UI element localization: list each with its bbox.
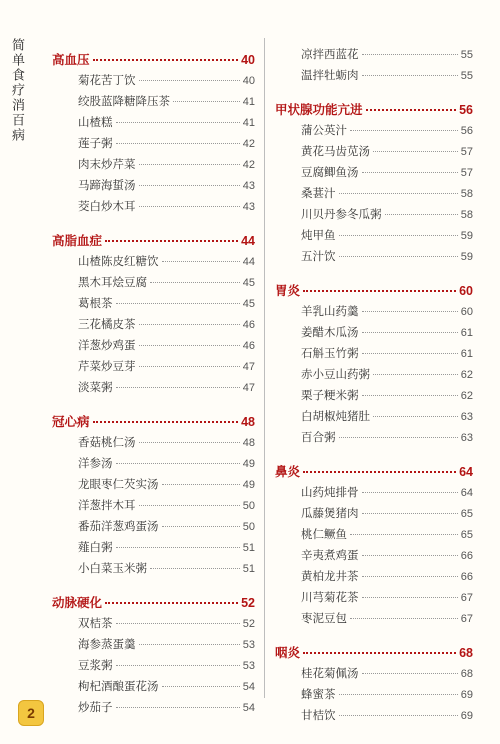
toc-section-heading[interactable]	[275, 643, 473, 665]
entry-title: 枸杞酒酿蛋花汤	[78, 679, 159, 693]
entry-title: 辛夷煮鸡蛋	[301, 548, 359, 562]
page-ref: 68	[459, 646, 473, 660]
toc-entry[interactable]	[52, 135, 255, 156]
dot-leader	[139, 324, 240, 325]
toc-entry[interactable]	[275, 46, 473, 67]
entry-title: 山药炖排骨	[301, 485, 359, 499]
page-ref: 58	[460, 188, 473, 200]
page-ref: 42	[242, 159, 255, 171]
section-gap	[275, 88, 473, 96]
dot-leader	[173, 101, 240, 102]
toc-entry[interactable]	[52, 476, 255, 497]
page-ref: 45	[242, 298, 255, 310]
section-title: 动脉硬化	[52, 595, 103, 610]
toc-entry[interactable]	[52, 434, 255, 455]
page-ref: 43	[242, 180, 255, 192]
toc-entry[interactable]	[52, 114, 255, 135]
page-ref: 67	[460, 613, 473, 625]
entry-title: 绞股蓝降糖降压茶	[78, 94, 170, 108]
toc-entry[interactable]	[52, 636, 255, 657]
dot-leader	[362, 332, 458, 333]
entry-title: 百合粥	[301, 430, 336, 444]
page-ref: 59	[460, 251, 473, 263]
dot-leader	[362, 395, 458, 396]
page-ref: 57	[460, 167, 473, 179]
toc-entry[interactable]	[52, 379, 255, 400]
dot-leader	[373, 374, 458, 375]
section-gap	[52, 219, 255, 227]
page-ref: 44	[241, 234, 255, 248]
toc-entry[interactable]	[275, 686, 473, 707]
toc-entry[interactable]	[52, 316, 255, 337]
page-ref: 61	[460, 348, 473, 360]
entry-title: 桑葚汁	[301, 186, 336, 200]
dot-leader	[116, 303, 240, 304]
page-ref: 46	[242, 340, 255, 352]
dot-leader	[116, 623, 240, 624]
entry-title: 石斛玉竹粥	[301, 346, 359, 360]
entry-title: 炖甲鱼	[301, 228, 336, 242]
entry-title: 双桔茶	[78, 616, 113, 630]
entry-title: 川芎菊花茶	[301, 590, 359, 604]
dot-leader	[362, 311, 458, 312]
section-gap	[275, 631, 473, 639]
page-ref: 56	[460, 125, 473, 137]
page-ref: 47	[242, 361, 255, 373]
section-title: 冠心病	[52, 414, 90, 429]
page-ref: 64	[460, 487, 473, 499]
toc-entry[interactable]	[275, 122, 473, 143]
dot-leader	[362, 353, 458, 354]
page-ref: 62	[460, 369, 473, 381]
entry-title: 茭白炒木耳	[78, 199, 136, 213]
entry-title: 川贝丹参冬瓜粥	[301, 207, 382, 221]
toc-entry[interactable]	[275, 67, 473, 88]
dot-leader	[362, 555, 458, 556]
entry-title: 马蹄海蜇汤	[78, 178, 136, 192]
dot-leader	[366, 109, 457, 111]
dot-leader	[339, 193, 458, 194]
dot-leader	[105, 240, 238, 242]
toc-entry[interactable]	[275, 547, 473, 568]
toc-entry[interactable]	[275, 387, 473, 408]
page-ref: 65	[460, 508, 473, 520]
entry-title: 芹菜炒豆芽	[78, 359, 136, 373]
entry-title: 桂花菊佩汤	[301, 666, 359, 680]
toc-entry[interactable]	[275, 484, 473, 505]
entry-title: 莲子粥	[78, 136, 113, 150]
dot-leader	[93, 59, 239, 61]
entry-title: 姜醋木瓜汤	[301, 325, 359, 339]
section-gap	[52, 400, 255, 408]
toc-entry[interactable]	[275, 143, 473, 164]
toc-entry[interactable]	[52, 678, 255, 699]
entry-title: 洋葱炒鸡蛋	[78, 338, 136, 352]
section-title: 咽炎	[275, 645, 301, 660]
toc-entry[interactable]	[52, 539, 255, 560]
toc-entry[interactable]	[275, 324, 473, 345]
page-ref: 44	[242, 256, 255, 268]
section-title: 胃炎	[275, 283, 301, 298]
toc-entry[interactable]	[275, 526, 473, 547]
dot-leader	[339, 694, 458, 695]
page-ref: 48	[242, 437, 255, 449]
entry-title: 白胡椒炖猪肚	[301, 409, 370, 423]
toc-entry[interactable]	[52, 295, 255, 316]
page-ref: 64	[459, 465, 473, 479]
dot-leader	[362, 172, 458, 173]
toc-entry[interactable]	[52, 455, 255, 476]
page-ref: 50	[242, 521, 255, 533]
page-ref: 61	[460, 327, 473, 339]
page-ref: 41	[242, 96, 255, 108]
page-ref: 69	[460, 710, 473, 722]
toc-entry[interactable]	[275, 345, 473, 366]
toc-section-heading[interactable]	[52, 412, 255, 434]
dot-leader	[362, 513, 458, 514]
page-ref: 51	[242, 542, 255, 554]
toc-entry[interactable]	[275, 164, 473, 185]
dot-leader	[116, 547, 240, 548]
entry-title: 山楂糕	[78, 115, 113, 129]
page-ref: 41	[242, 117, 255, 129]
dot-leader	[139, 505, 240, 506]
toc-left-column	[52, 46, 255, 720]
page-number-badge: 2	[18, 700, 44, 726]
entry-title: 菊花苦丁饮	[78, 73, 136, 87]
toc-section-heading[interactable]	[52, 50, 255, 72]
entry-title: 三花橘皮茶	[78, 317, 136, 331]
page-ref: 62	[460, 390, 473, 402]
toc-entry[interactable]	[275, 408, 473, 429]
entry-title: 羊乳山药羹	[301, 304, 359, 318]
dot-leader	[105, 602, 238, 604]
toc-entry[interactable]	[275, 248, 473, 269]
toc-entry[interactable]	[52, 156, 255, 177]
page-ref: 67	[460, 592, 473, 604]
entry-title: 黄柏龙井茶	[301, 569, 359, 583]
dot-leader	[303, 471, 456, 473]
entry-title: 洋参汤	[78, 456, 113, 470]
dot-leader	[385, 214, 458, 215]
page-ref: 66	[460, 571, 473, 583]
toc-entry[interactable]	[52, 560, 255, 581]
dot-leader	[116, 707, 240, 708]
toc-entry[interactable]	[52, 358, 255, 379]
column-divider	[264, 38, 265, 698]
dot-leader	[303, 652, 456, 654]
toc-entry[interactable]	[275, 568, 473, 589]
dot-leader	[362, 576, 458, 577]
dot-leader	[139, 206, 240, 207]
page-ref: 49	[242, 479, 255, 491]
toc-entry[interactable]	[275, 665, 473, 686]
entry-title: 豆腐鲫鱼汤	[301, 165, 359, 179]
toc-entry[interactable]	[275, 610, 473, 631]
entry-title: 瓜藤煲猪肉	[301, 506, 359, 520]
toc-entry[interactable]	[52, 337, 255, 358]
entry-title: 凉拌西蓝花	[301, 47, 359, 61]
dot-leader	[339, 235, 458, 236]
toc-entry[interactable]	[52, 699, 255, 720]
dot-leader	[150, 568, 240, 569]
dot-leader	[350, 618, 458, 619]
dot-leader	[362, 673, 458, 674]
page-ref: 55	[460, 70, 473, 82]
page-ref: 52	[242, 618, 255, 630]
page-ref: 65	[460, 529, 473, 541]
dot-leader	[139, 80, 240, 81]
toc-entry[interactable]	[275, 429, 473, 450]
toc-entry[interactable]	[52, 518, 255, 539]
dot-leader	[350, 534, 458, 535]
page-ref: 42	[242, 138, 255, 150]
dot-leader	[116, 122, 240, 123]
dot-leader	[116, 387, 240, 388]
page-ref: 48	[241, 415, 255, 429]
entry-title: 薤白粥	[78, 540, 113, 554]
toc-entry[interactable]	[275, 185, 473, 206]
dot-leader	[116, 143, 240, 144]
toc-right-column	[275, 46, 473, 728]
dot-leader	[362, 75, 458, 76]
entry-title: 小白菜玉米粥	[78, 561, 147, 575]
entry-title: 栗子粳米粥	[301, 388, 359, 402]
toc-entry[interactable]	[275, 303, 473, 324]
page-ref: 55	[460, 49, 473, 61]
page-ref: 43	[242, 201, 255, 213]
section-title: 甲状腺功能亢进	[275, 102, 363, 117]
entry-title: 淡菜粥	[78, 380, 113, 394]
dot-leader	[150, 282, 240, 283]
page-ref: 52	[241, 596, 255, 610]
section-title: 高脂血症	[52, 233, 103, 248]
toc-entry[interactable]	[52, 253, 255, 274]
page-ref: 50	[242, 500, 255, 512]
entry-title: 葛根茶	[78, 296, 113, 310]
dot-leader	[339, 715, 458, 716]
toc-entry[interactable]	[52, 657, 255, 678]
dot-leader	[139, 644, 240, 645]
entry-title: 番茄洋葱鸡蛋汤	[78, 519, 159, 533]
entry-title: 黑木耳烩豆腐	[78, 275, 147, 289]
dot-leader	[303, 290, 456, 292]
entry-title: 桃仁鳜鱼	[301, 527, 347, 541]
entry-title: 洋葱拌木耳	[78, 498, 136, 512]
toc-entry[interactable]	[52, 198, 255, 219]
dot-leader	[162, 686, 240, 687]
toc-entry[interactable]	[275, 366, 473, 387]
page-ref: 54	[242, 681, 255, 693]
page-ref: 63	[460, 432, 473, 444]
page-ref: 40	[242, 75, 255, 87]
toc-section-heading[interactable]	[52, 231, 255, 253]
toc-entry[interactable]	[275, 206, 473, 227]
page-ref: 58	[460, 209, 473, 221]
entry-title: 肉末炒芹菜	[78, 157, 136, 171]
entry-title: 龙眼枣仁芡实汤	[78, 477, 159, 491]
dot-leader	[139, 366, 240, 367]
entry-title: 海参蒸蛋羹	[78, 637, 136, 651]
page-ref: 40	[241, 53, 255, 67]
dot-leader	[339, 437, 458, 438]
dot-leader	[362, 597, 458, 598]
toc-entry[interactable]	[275, 227, 473, 248]
section-gap	[275, 269, 473, 277]
toc-section-heading[interactable]	[52, 593, 255, 615]
entry-title: 黄花马齿苋汤	[301, 144, 370, 158]
section-title: 高血压	[52, 52, 90, 67]
dot-leader	[162, 261, 240, 262]
page-ref: 47	[242, 382, 255, 394]
dot-leader	[162, 526, 240, 527]
page-ref: 60	[459, 284, 473, 298]
entry-title: 蜂蜜茶	[301, 687, 336, 701]
toc-section-heading[interactable]	[275, 281, 473, 303]
section-title: 鼻炎	[275, 464, 301, 479]
dot-leader	[93, 421, 239, 423]
dot-leader	[139, 345, 240, 346]
toc-entry[interactable]	[52, 497, 255, 518]
page-ref: 69	[460, 689, 473, 701]
page-ref: 59	[460, 230, 473, 242]
dot-leader	[362, 492, 458, 493]
page-ref: 51	[242, 563, 255, 575]
toc-section-heading[interactable]	[275, 100, 473, 122]
page-ref: 66	[460, 550, 473, 562]
entry-title: 赤小豆山药粥	[301, 367, 370, 381]
entry-title: 温拌牡蛎肉	[301, 68, 359, 82]
entry-title: 五汁饮	[301, 249, 336, 263]
toc-entry[interactable]	[52, 93, 255, 114]
page-ref: 60	[460, 306, 473, 318]
dot-leader	[162, 484, 240, 485]
page-ref: 56	[459, 103, 473, 117]
dot-leader	[339, 256, 458, 257]
page-ref: 68	[460, 668, 473, 680]
toc-entry[interactable]	[52, 274, 255, 295]
entry-title: 山楂陈皮红糖饮	[78, 254, 159, 268]
page-ref: 63	[460, 411, 473, 423]
dot-leader	[373, 416, 458, 417]
page-ref: 49	[242, 458, 255, 470]
entry-title: 豆浆粥	[78, 658, 113, 672]
dot-leader	[350, 130, 458, 131]
toc-entry[interactable]	[275, 707, 473, 728]
page-ref: 45	[242, 277, 255, 289]
dot-leader	[116, 463, 240, 464]
dot-leader	[139, 185, 240, 186]
page-ref: 53	[242, 660, 255, 672]
dot-leader	[139, 164, 240, 165]
section-gap	[275, 450, 473, 458]
toc-section-heading[interactable]	[275, 462, 473, 484]
entry-title: 甘桔饮	[301, 708, 336, 722]
entry-title: 香菇桃仁汤	[78, 435, 136, 449]
dot-leader	[373, 151, 458, 152]
dot-leader	[139, 442, 240, 443]
entry-title: 炒茄子	[78, 700, 113, 714]
toc-entry[interactable]	[52, 177, 255, 198]
page-ref: 53	[242, 639, 255, 651]
toc-entry[interactable]	[52, 615, 255, 636]
section-gap	[52, 581, 255, 589]
page-ref: 46	[242, 319, 255, 331]
toc-entry[interactable]	[52, 72, 255, 93]
page-ref: 57	[460, 146, 473, 158]
book-title: 简单食疗消百病	[9, 38, 24, 143]
dot-leader	[362, 54, 458, 55]
dot-leader	[116, 665, 240, 666]
toc-entry[interactable]	[275, 505, 473, 526]
entry-title: 蒲公英汁	[301, 123, 347, 137]
page-ref: 54	[242, 702, 255, 714]
entry-title: 枣泥豆包	[301, 611, 347, 625]
toc-entry[interactable]	[275, 589, 473, 610]
